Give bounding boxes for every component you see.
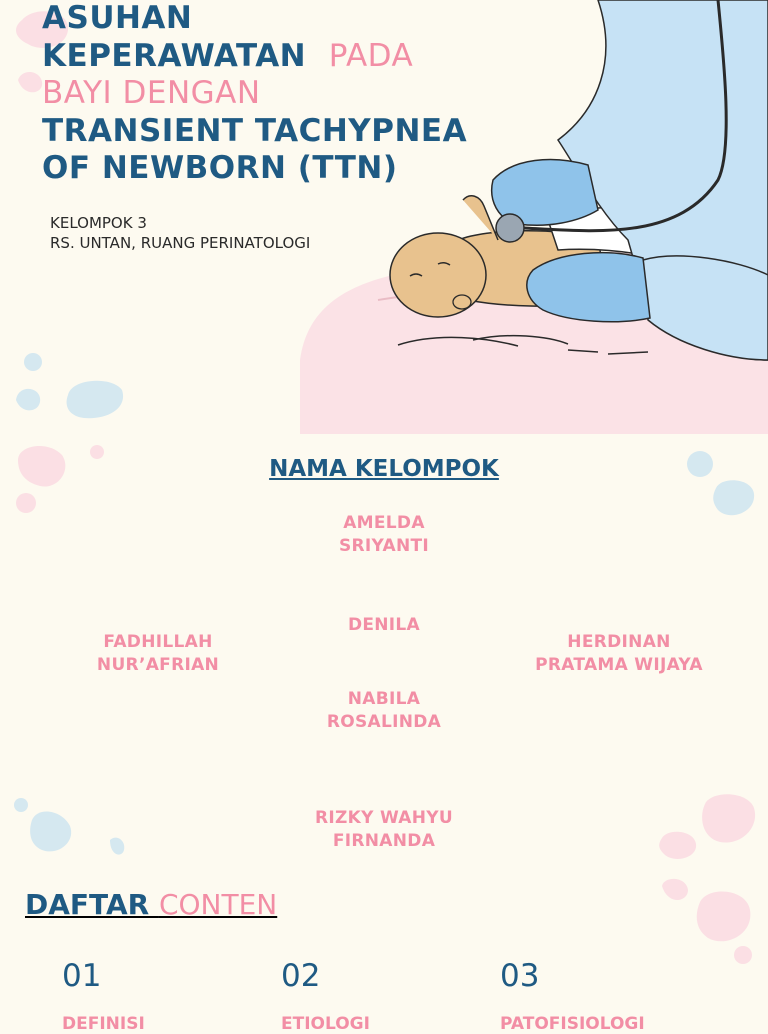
toc-item-2-number: 02 [281,958,321,994]
member-name-line: NABILA [347,689,421,709]
title-line-2 [42,38,522,76]
subtitle-block [50,213,310,253]
title-line-2-light: PADA [328,37,414,74]
member-name-line: DENILA [347,615,421,635]
member-denila [264,614,504,637]
member-nabila [264,688,504,734]
group-label: KELOMPOK 3 [50,214,147,232]
member-name-line: AMELDA [343,513,425,533]
title-line-3: BAYI DENGAN [42,75,261,111]
toc-heading-part-b: CONTEN [158,888,278,921]
member-fadhillah [38,631,278,677]
member-name-line: RIZKY WAHYU [315,808,453,828]
location-label: RS. UNTAN, RUANG PERINATOLOGI [50,234,311,252]
title-line-2-bold: KEPERAWATAN [42,37,307,74]
toc-heading [25,888,277,921]
title-line-1: ASUHAN [42,0,193,36]
members-heading: NAMA KELOMPOK [269,456,499,482]
toc-item-3-number: 03 [500,958,540,994]
member-name-line: PRATAMA WIJAYA [535,655,703,675]
toc-item-3-label[interactable]: PATOFISIOLOGI [500,1014,645,1034]
member-name-line: HERDINAN [567,632,671,652]
toc-item-2-label[interactable]: ETIOLOGI [281,1014,370,1034]
title-line-4: TRANSIENT TACHYPNEA [42,112,468,149]
member-name-line: NUR’AFRIAN [96,655,220,675]
toc-heading-part-a: DAFTAR [25,888,159,921]
member-name-line: FADHILLAH [103,632,213,652]
member-herdinan [499,631,739,677]
member-rizky [264,807,504,853]
title-line-5: OF NEWBORN (TTN) [42,150,398,186]
member-name-line: SRIYANTI [338,536,430,556]
toc-item-1-label[interactable]: DEFINISI [62,1014,145,1034]
member-amelda [264,512,504,558]
member-name-line: ROSALINDA [326,712,442,732]
toc-item-1-number: 01 [62,958,102,994]
main-title [42,0,522,188]
member-name-line: FIRNANDA [332,831,436,851]
